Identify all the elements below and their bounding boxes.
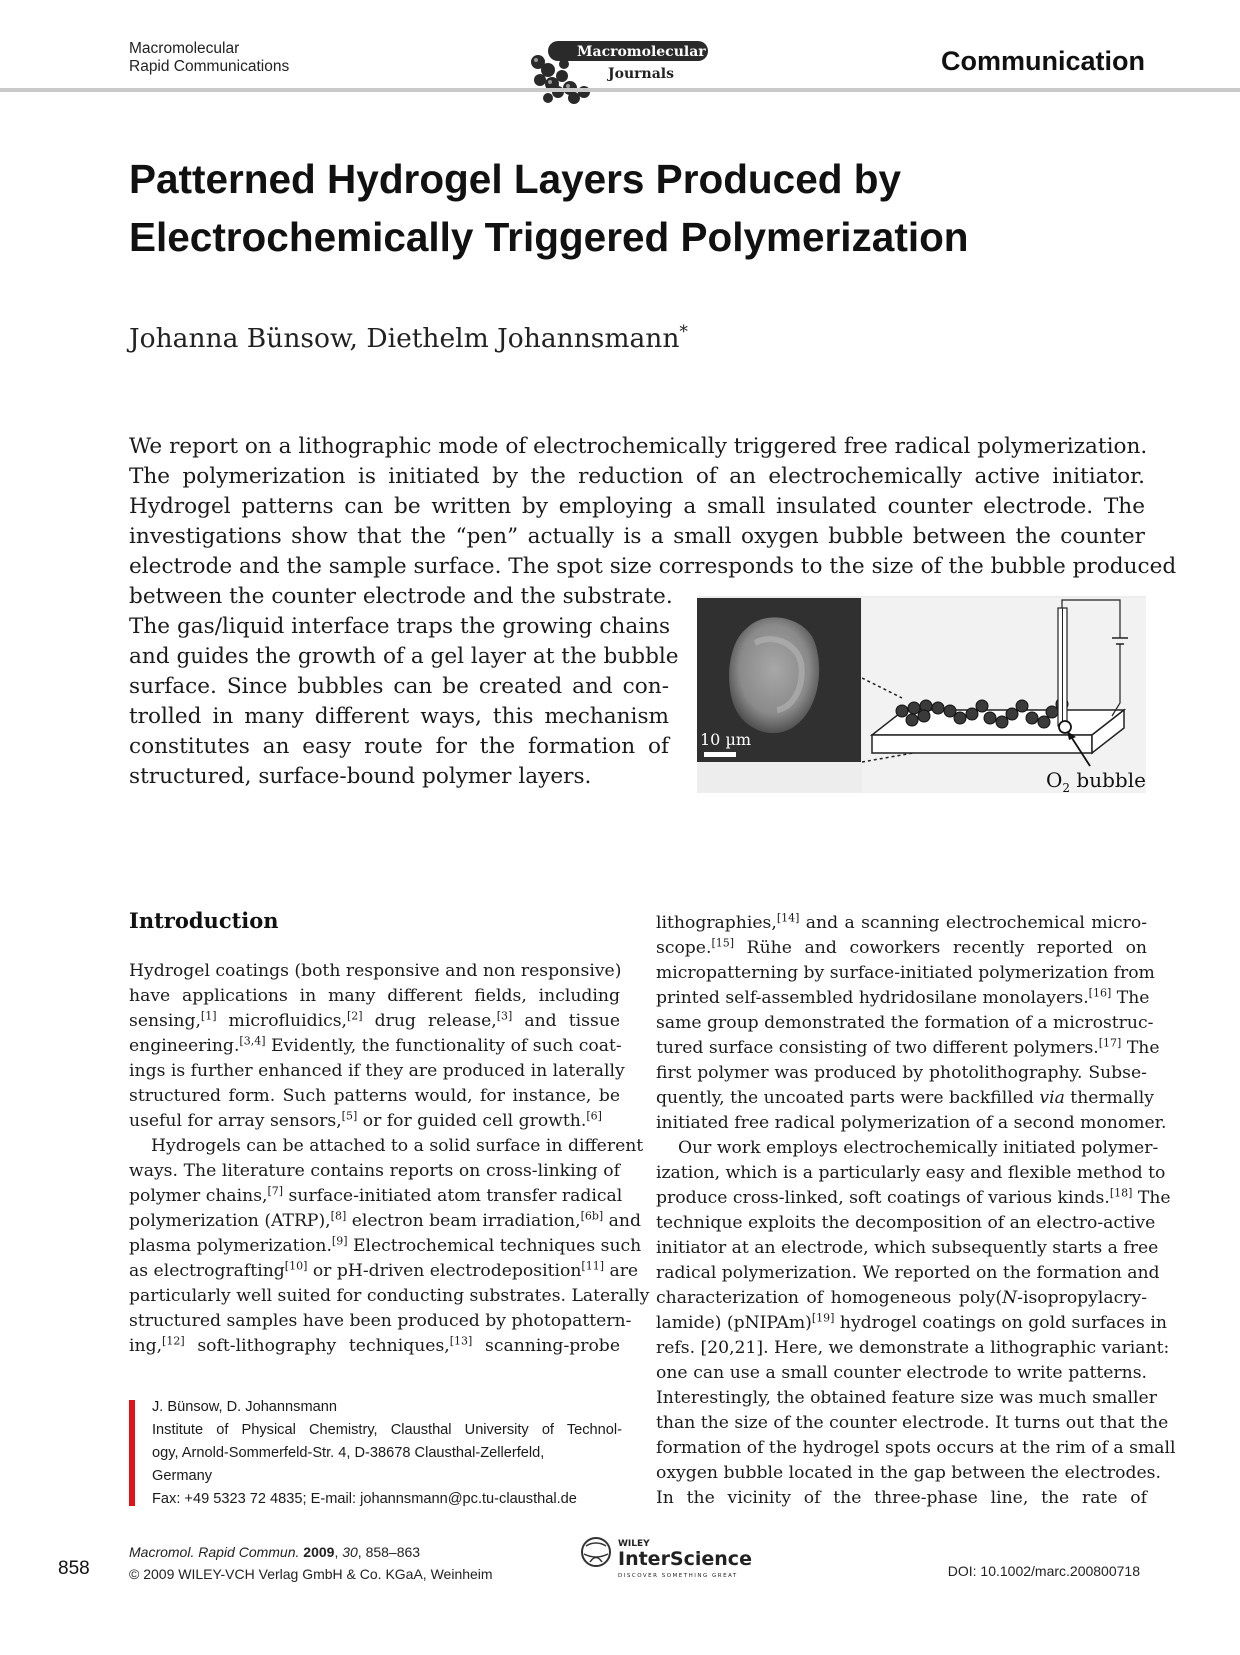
abstract-line: electrode and the sample surface. The spot size corresponds to the size of the bubble produced [129, 554, 1177, 579]
body-line: particularly well suited for conducting substrates. Laterally [129, 1286, 650, 1306]
journal-name-line2: Rapid Communications [129, 58, 290, 75]
author-affiliation [152, 1396, 622, 1511]
logo-line2: Journals [608, 66, 674, 82]
journal-name-line1: Macromolecular [129, 40, 240, 57]
body-line: as electrografting[10] or pH-driven electrodeposition[11] are [129, 1259, 639, 1281]
body-line: Hydrogels can be attached to a solid surface in different [151, 1136, 644, 1156]
publisher-name: InterScience [618, 1548, 752, 1570]
body-line: Hydrogel coatings (both responsive and non responsive) [129, 961, 622, 981]
body-line: engineering.[3,4] Evidently, the functionality of such coat- [129, 1034, 622, 1056]
page-number: 858 [58, 1558, 90, 1579]
body-line: one can use a small counter electrode to write patterns. [656, 1363, 1147, 1383]
publisher-small: WILEY [618, 1539, 650, 1549]
globe-icon [582, 1538, 610, 1566]
body-line: useful for array sensors,[5] or for guided cell growth.[6] [129, 1109, 602, 1131]
body-line: same group demonstrated the formation of a microstruc- [656, 1013, 1154, 1033]
body-line: formation of the hydrogel spots occurs at the rim of a small [656, 1438, 1176, 1458]
abstract-line: between the counter electrode and the substrate. [129, 584, 673, 609]
body-line: tured surface consisting of two different polymers.[17] The [656, 1036, 1160, 1058]
abstract-line: The gas/liquid interface traps the growing chains [129, 614, 671, 639]
article-title [129, 150, 1139, 266]
electrode-schematic [862, 598, 1146, 793]
citation-pages: , 858–863 [357, 1544, 421, 1560]
body-line: micropatterning by surface-initiated polymerization from [656, 963, 1155, 983]
citation-line: Macromol. Rapid Commun. 2009, 30, 858–863 [129, 1544, 421, 1560]
bubble-label [1046, 768, 1146, 795]
body-line: Interestingly, the obtained feature size was much smaller [656, 1388, 1157, 1408]
logo-line1: Macromolecular [577, 44, 706, 60]
abstract-line: The polymerization is initiated by the reduction of an electrochemically active initiator. [129, 464, 1145, 489]
affiliation-accent-bar [129, 1400, 135, 1506]
affiliation-line: ogy, Arnold-Sommerfeld-Str. 4, D-38678 Clausthal-Zellerfeld, [152, 1445, 545, 1461]
abstract-line: structured, surface-bound polymer layers. [129, 764, 592, 789]
copyright: © 2009 WILEY-VCH Verlag GmbH & Co. KGaA, Weinheim [129, 1566, 493, 1582]
abstract-line: Hydrogel patterns can be written by employing a small insulated counter electrode. The [129, 494, 1145, 519]
bubble-label-o: O [1046, 768, 1063, 792]
body-line: technique exploits the decomposition of an electro-active [656, 1213, 1156, 1233]
abstract-line: and guides the growth of a gel layer at the bubble [129, 644, 679, 669]
body-line: produce cross-linked, soft coatings of various kinds.[18] The [656, 1186, 1171, 1208]
macromolecular-journals-logo [528, 36, 714, 108]
body-line: ing,[12] soft-lithography techniques,[13] scanning-probe [129, 1334, 620, 1356]
body-line: sensing,[1] microfluidics,[2] drug release,[3] and tissue [129, 1009, 620, 1031]
body-line: scope.[15] Rühe and coworkers recently reported on [656, 936, 1147, 958]
body-line: quently, the uncoated parts were backfilled via thermally [656, 1088, 1154, 1108]
title-line2: Electrochemically Triggered Polymerization [129, 214, 969, 260]
body-line: have applications in many different fields, including [129, 986, 620, 1006]
affiliation-authors: J. Bünsow, D. Johannsmann [152, 1399, 337, 1415]
abstract-line: trolled in many different ways, this mechanism [129, 704, 669, 729]
body-line: characterization of homogeneous poly(N-isopropylacry- [656, 1288, 1147, 1308]
authors: Johanna Bünsow, Diethelm Johannsmann [129, 322, 680, 354]
abstract-line: investigations show that the “pen” actually is a small oxygen bubble between the counter [129, 524, 1145, 549]
body-line: polymer chains,[7] surface-initiated atom transfer radical [129, 1184, 623, 1206]
affiliation-contact: Fax: +49 5323 72 4835; E-mail: johannsmann@pc.tu-clausthal.de [152, 1491, 577, 1507]
author-list [129, 322, 688, 354]
abstract-line: We report on a lithographic mode of electrochemically triggered free radical polymerization. [129, 434, 1148, 459]
wiley-interscience-logo [578, 1532, 764, 1582]
body-line: In the vicinity of the three-phase line, the rate of [656, 1488, 1147, 1508]
scale-bar [704, 752, 736, 757]
affiliation-line: Germany [152, 1468, 213, 1484]
introduction-heading: Introduction [129, 908, 279, 933]
body-line: oxygen bubble located in the gap between the electrodes. [656, 1463, 1161, 1483]
body-line: plasma polymerization.[9] Electrochemical techniques such [129, 1234, 642, 1256]
abstract-line: surface. Since bubbles can be created and con- [129, 674, 669, 699]
doi: DOI: 10.1002/marc.200800718 [947, 1563, 1140, 1579]
citation-journal: Macromol. Rapid Commun. [129, 1544, 300, 1560]
corresponding-author-mark: * [679, 322, 688, 342]
title-line1: Patterned Hydrogel Layers Produced by [129, 156, 901, 202]
bubble-label-text: bubble [1070, 768, 1146, 792]
body-line: printed self-assembled hydridosilane monolayers.[16] The [656, 986, 1150, 1008]
body-line: initiated free radical polymerization of a second monomer. [656, 1113, 1167, 1133]
header-rule [0, 88, 1240, 92]
body-line: lithographies,[14] and a scanning electrochemical micro- [656, 911, 1147, 933]
body-line: structured form. Such patterns would, for instance, be [129, 1086, 620, 1106]
introduction-right-column [656, 911, 1176, 1511]
body-line: ization, which is a particularly easy and flexible method to [656, 1163, 1166, 1183]
scale-bar-label: 10 µm [700, 730, 752, 749]
bubble-label-subscript: 2 [1062, 781, 1071, 795]
citation [129, 1541, 493, 1585]
body-line: lamide) (pNIPAm)[19] hydrogel coatings on gold surfaces in [656, 1311, 1167, 1333]
body-line: Our work employs electrochemically initiated polymer- [678, 1138, 1159, 1158]
affiliation-line: Institute of Physical Chemistry, Clausthal University of Technol- [152, 1422, 622, 1438]
oxygen-bubble [1059, 721, 1071, 733]
body-line: than the size of the counter electrode. It turns out that the [656, 1413, 1169, 1433]
body-line: ways. The literature contains reports on cross-linking of [129, 1161, 620, 1181]
body-line: radical polymerization. We reported on the formation and [656, 1263, 1160, 1283]
body-line: first polymer was produced by photolithography. Subse- [656, 1063, 1147, 1083]
body-line: initiator at an electrode, which subsequently starts a free [656, 1238, 1159, 1258]
body-line: ings is further enhanced if they are produced in laterally [129, 1061, 625, 1081]
body-line: polymerization (ATRP),[8] electron beam irradiation,[6b] and [129, 1209, 641, 1231]
introduction-left-column [129, 959, 650, 1359]
body-line: structured samples have been produced by photopattern- [129, 1311, 632, 1331]
abstract-line: constitutes an easy route for the formation of [129, 734, 669, 759]
citation-year: 2009 [303, 1544, 335, 1560]
journal-name [129, 40, 289, 76]
citation-volume: 30 [342, 1544, 358, 1560]
body-line: refs. [20,21]. Here, we demonstrate a lithographic variant: [656, 1338, 1170, 1358]
publisher-tagline: DISCOVER SOMETHING GREAT [618, 1573, 738, 1579]
section-label: Communication [940, 46, 1145, 76]
